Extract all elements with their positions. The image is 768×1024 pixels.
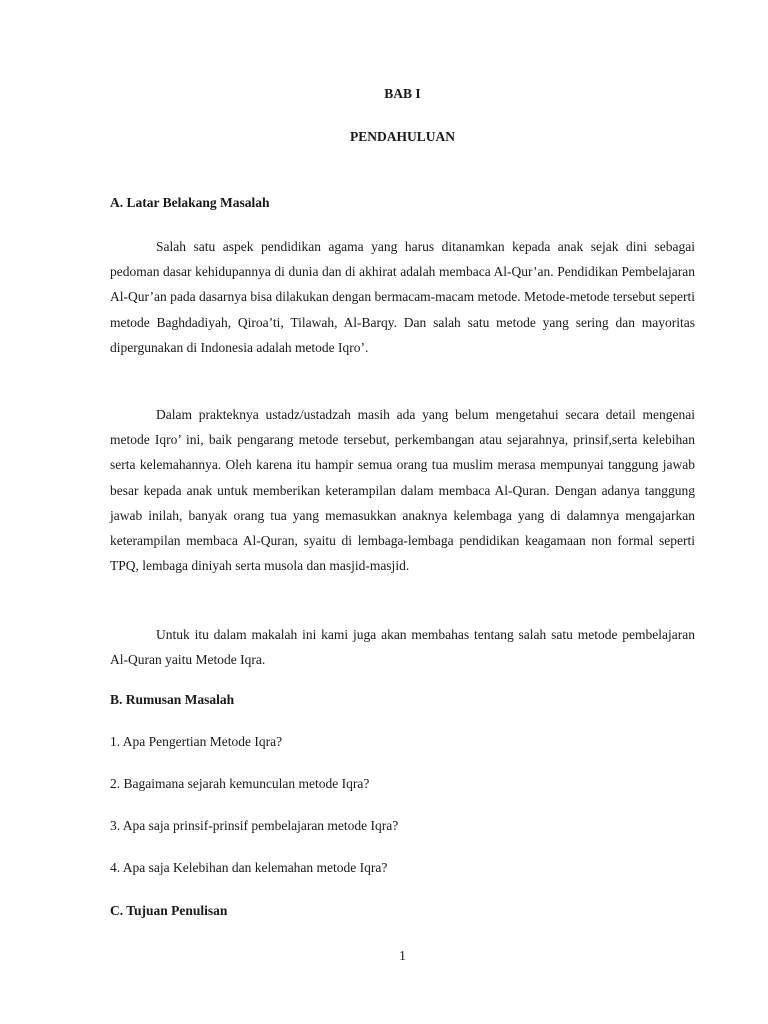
- page-number: 1: [399, 948, 406, 963]
- section-b-heading: B. Rumusan Masalah: [110, 692, 235, 707]
- paragraph-1: Salah satu aspek pendidikan agama yang harus ditanamkan kepada anak sejak dini sebagai pedoman dasar kehidupannya di dunia dan di akhirat adalah membaca Al-Qur’an. Pendidikan Pembelajaran Al-Qur’an pada dasarnya bisa dilakukan dengan bermacam-macam metode. Metode-metode tersebut seperti metode Baghdadiyah, Qiroa’ti, Tilawah, Al-Barqy. Dan salah satu metode yang sering dan mayoritas dipergunakan di Indonesia adalah metode Iqro’.: [110, 239, 695, 355]
- chapter-title: PENDAHULUAN: [349, 129, 455, 144]
- section-a-heading: A. Latar Belakang Masalah: [110, 195, 270, 210]
- list-item: 2. Bagaimana sejarah kemunculan metode Iqra?: [110, 776, 370, 791]
- paragraph-2: Dalam prakteknya ustadz/ustadzah masih ada yang belum mengetahui secara detail mengenai metode Iqro’ ini, baik pengarang metode tersebut, perkembangan atau sejarahnya, prinsif,serta kelebihan serta kelemahannya. Oleh karena itu hampir semua orang tua muslim merasa mempunyai tanggung jawab besar kepada anak untuk memberikan keterampilan dalam membaca Al-Quran. Dengan adanya tanggung jawab inilah, banyak orang tua yang memasukkan anaknya kelembaga yang di dalamnya mengajarkan keterampilan membaca Al-Quran, syaitu di lembaga-lembaga pendidikan keagamaan non formal seperti TPQ, lembaga diniyah serta musola dan masjid-masjid.: [110, 407, 695, 574]
- list-item: 4. Apa saja Kelebihan dan kelemahan metode Iqra?: [110, 860, 388, 875]
- section-c-heading: C. Tujuan Penulisan: [110, 903, 228, 918]
- paragraph-3: Untuk itu dalam makalah ini kami juga akan membahas tentang salah satu metode pembelajaran Al-Quran yaitu Metode Iqra.: [110, 627, 695, 668]
- chapter-label: BAB I: [384, 86, 421, 101]
- list-item: 1. Apa Pengertian Metode Iqra?: [110, 734, 283, 749]
- list-item: 3. Apa saja prinsif-prinsif pembelajaran metode Iqra?: [110, 818, 399, 833]
